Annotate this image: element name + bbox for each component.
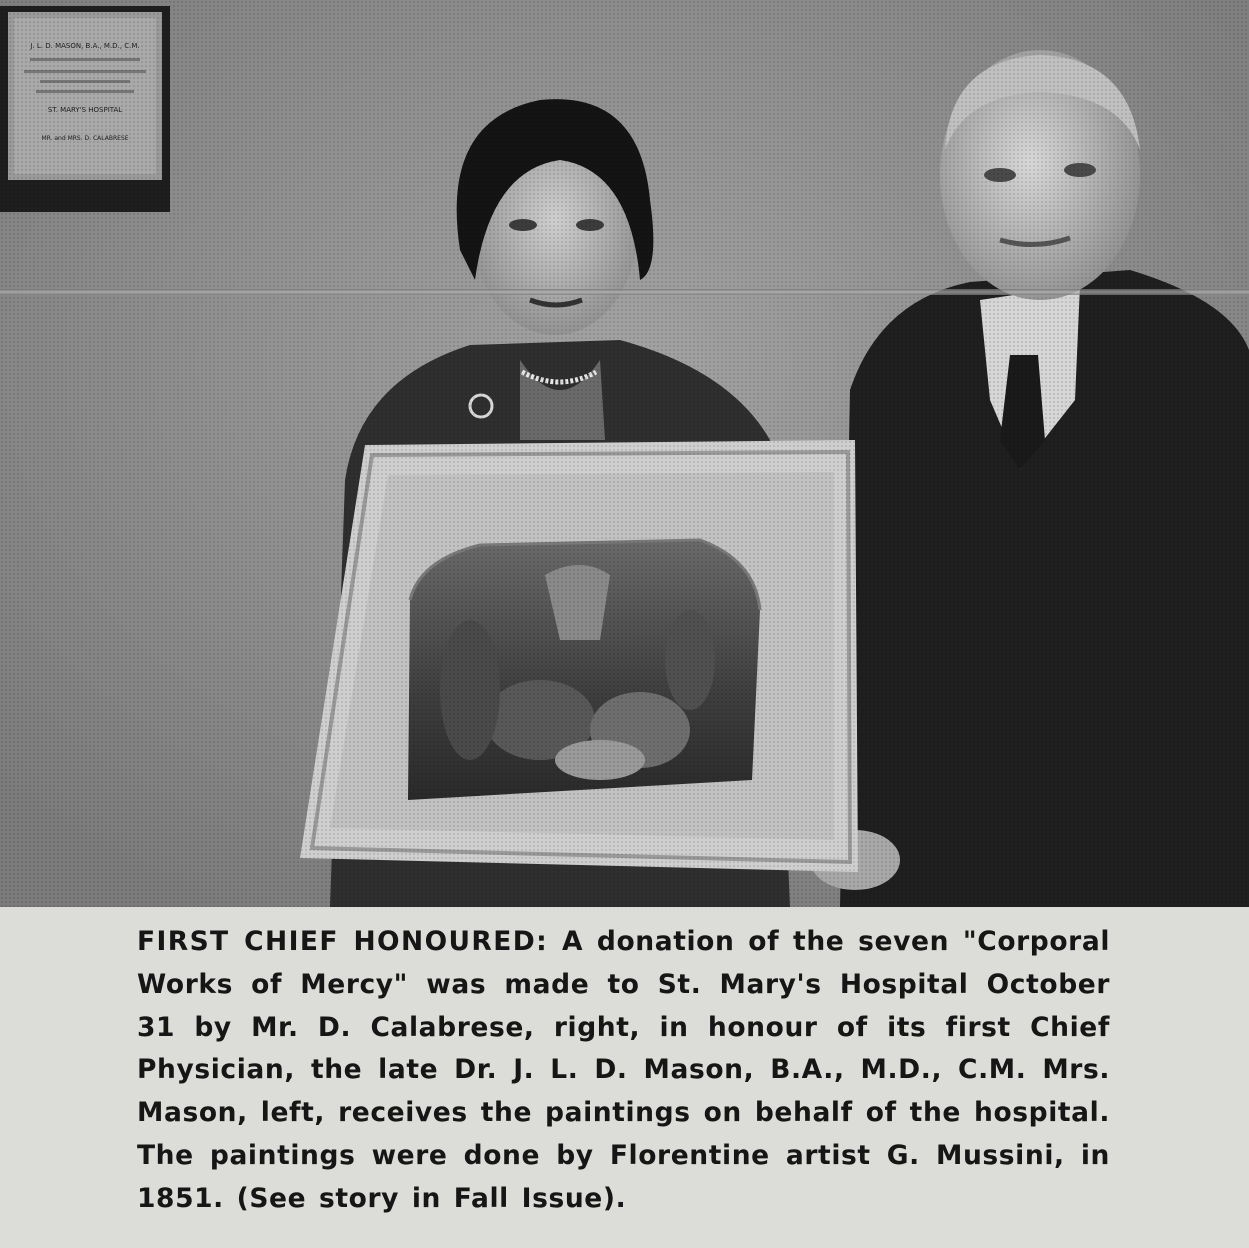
paper-fold-crease bbox=[0, 289, 1249, 295]
caption-body: A donation of the seven "Corporal Works of Mercy" was made to St. Mary's Hospital October 31 by Mr. D. Calabrese, right, in honour of its first Chief Physician, the late Dr. J. L. D. Mason, B.A., M.D., C.M. Mrs. Mason, left, receives the paintings on behalf of the hospital. The paintings were done by Florentine artist G. Mussini, in 1851. (See story in Fall Issue). bbox=[137, 926, 1111, 1214]
photo-caption bbox=[137, 921, 1110, 1221]
caption-headline: FIRST CHIEF HONOURED: bbox=[137, 926, 549, 957]
caption-area bbox=[0, 907, 1249, 1248]
